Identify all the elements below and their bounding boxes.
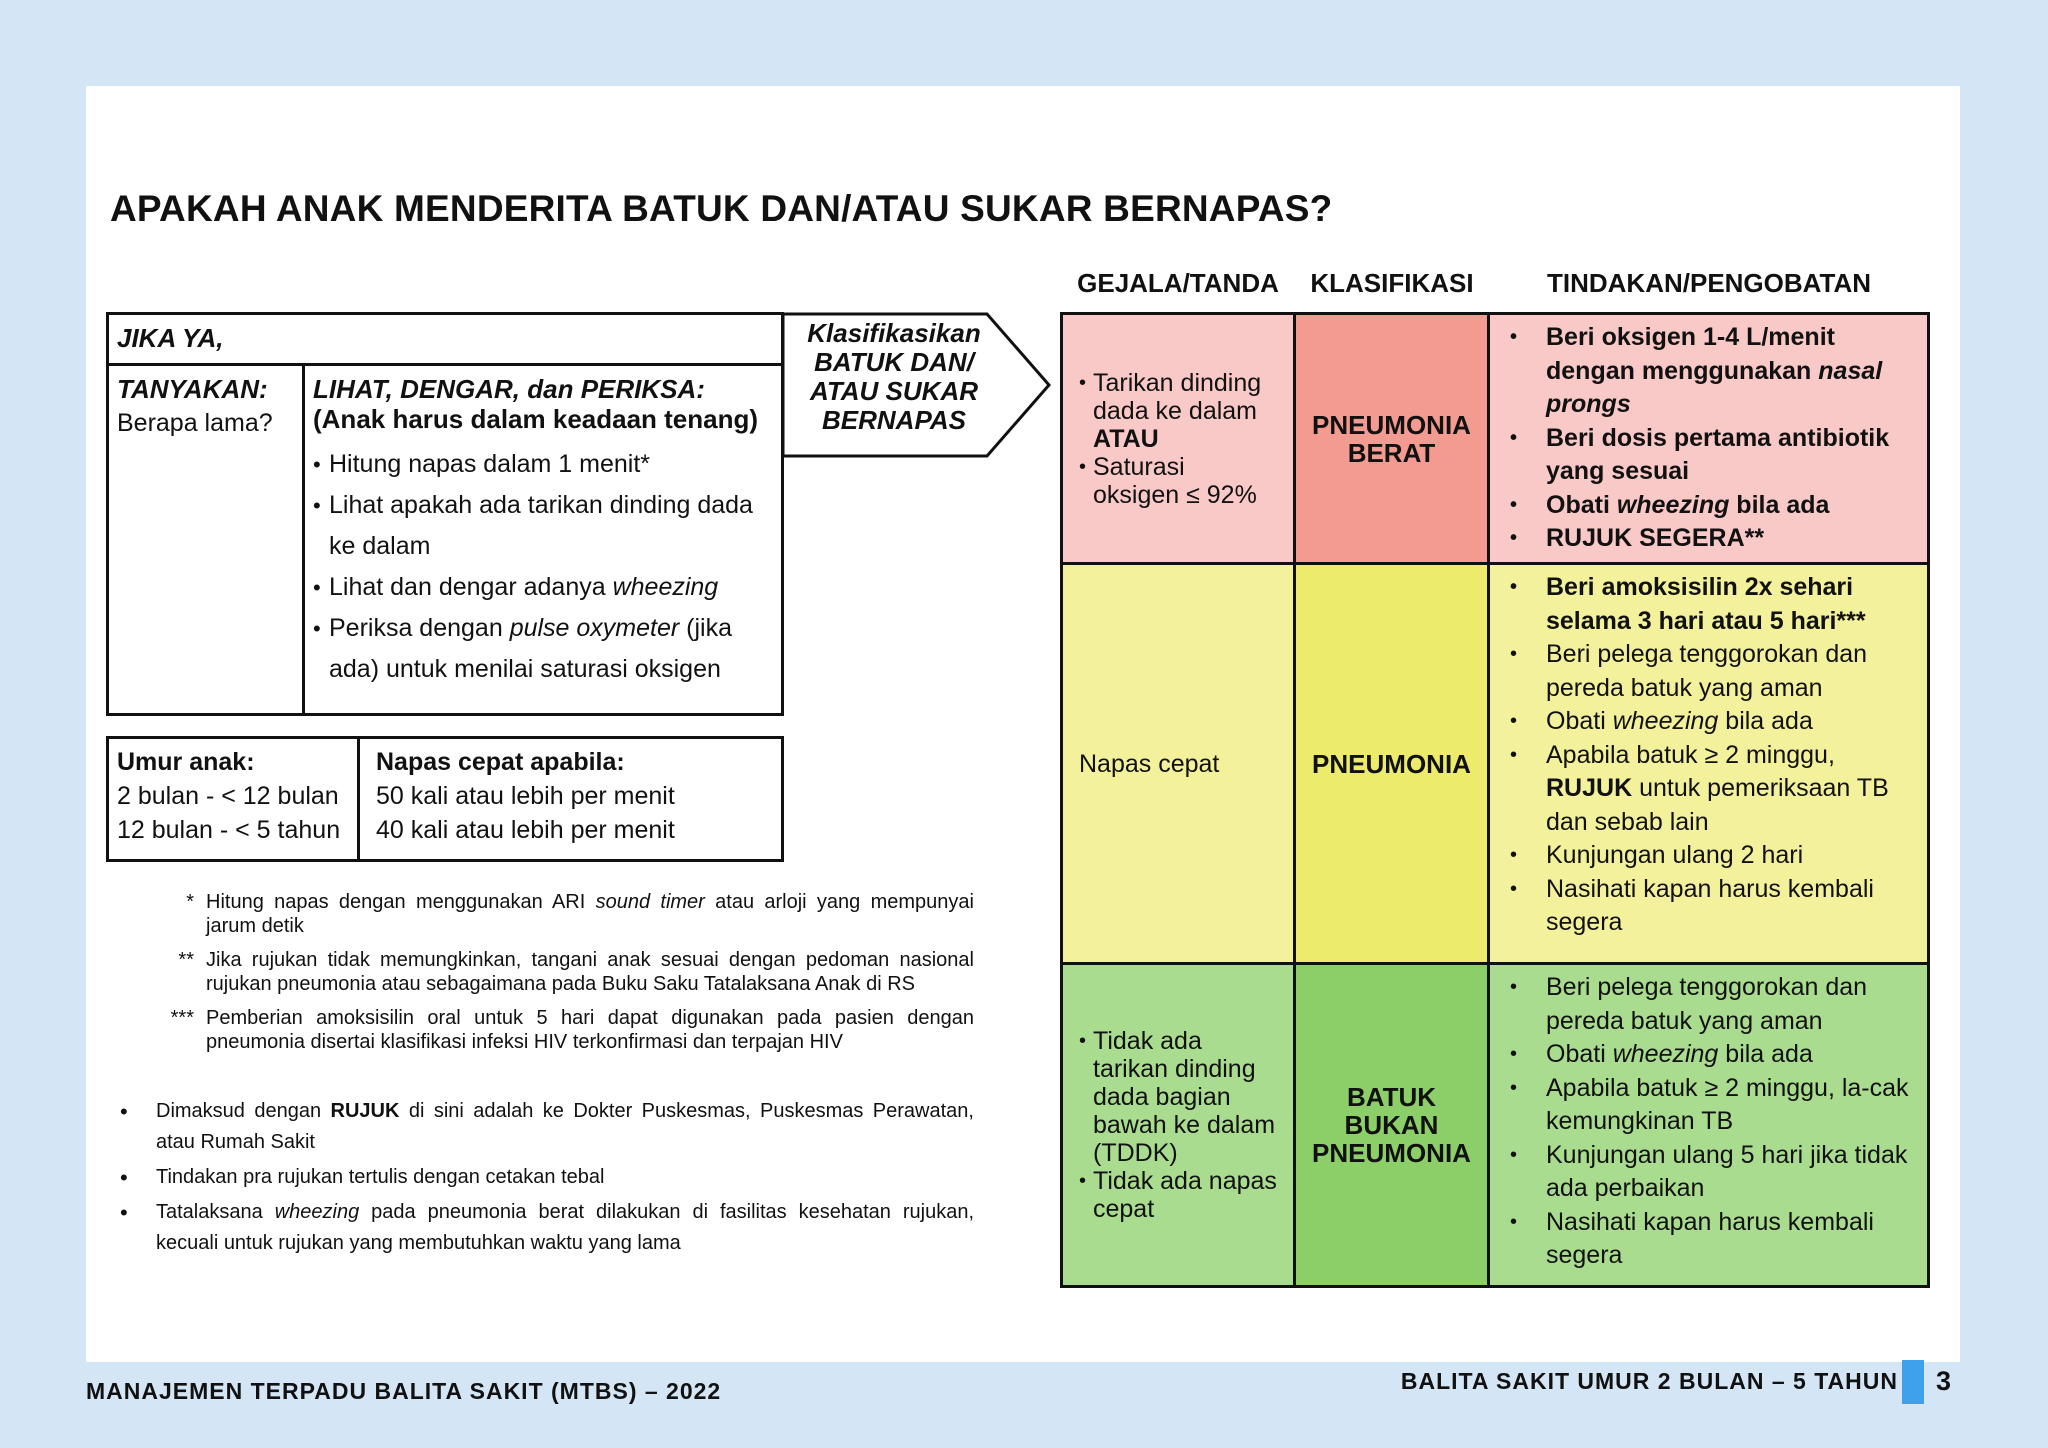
lihat-list (313, 444, 773, 690)
lihat-column (305, 366, 781, 713)
assessment-box (106, 312, 784, 716)
tindakan-cell (1490, 965, 1927, 1285)
umur-column (109, 739, 360, 859)
tindakan-cell (1490, 315, 1927, 562)
bullet-note-3: • Tatalaksana wheezing pada pneumonia berat dilakukan di fasilitas kesehatan rujukan, kecuali untuk rujukan yang membutuhkan waktu yang lama (120, 1197, 974, 1259)
list-item: • Periksa dengan pulse oxymeter (jika ada) untuk menilai saturasi oksigen (313, 608, 773, 690)
umur-header: Umur anak: (117, 748, 255, 776)
list-item: • Beri pelega tenggorokan dan pereda batuk yang aman (1506, 971, 1911, 1038)
footnote-3: *** Pemberian amoksisilin oral untuk 5 hari dapat digunakan pada pasien dengan pneumonia disertai klasifikasi infeksi HIV terkonfirmasi dan terpajan HIV (170, 1007, 974, 1053)
napas-column (360, 739, 781, 859)
tanyakan-column (109, 366, 305, 713)
classify-arrow-text: Klasifikasikan BATUK DAN/ ATAU SUKAR BERNAPAS (807, 318, 981, 435)
column-header-klasifikasi: KLASIFIKASI (1310, 268, 1474, 298)
gejala-cell: Napas cepat (1063, 565, 1296, 962)
lihat-subheader: (Anak harus dalam keadaan tenang) (313, 404, 759, 434)
list-item: • Obati wheezing bila ada (1506, 489, 1911, 523)
list-item: • Obati wheezing bila ada (1506, 1038, 1911, 1072)
gejala-cell: • Tidak ada tarikan dinding dada bagian bawah ke dalam (TDDK) • Tidak ada napas cepat (1063, 965, 1296, 1285)
page-title: APAKAH ANAK MENDERITA BATUK DAN/ATAU SUKAR BERNAPAS? (110, 188, 1333, 229)
gejala-cell: • Tarikan dinding dada ke dalam ATAU • Saturasi oksigen ≤ 92% (1063, 315, 1296, 562)
column-header-tindakan: TINDAKAN/PENGOBATAN (1546, 268, 1872, 298)
list-item: • Hitung napas dalam 1 menit* (313, 444, 773, 485)
napas-header: Napas cepat apabila: (376, 748, 625, 776)
list-item: • Beri pelega tenggorokan dan pereda batuk yang aman (1506, 638, 1911, 705)
klasifikasi-cell: PNEUMONIA BERAT (1296, 315, 1490, 562)
klasifikasi-cell: BATUK BUKAN PNEUMONIA (1296, 965, 1490, 1285)
list-item: • Beri oksigen 1-4 L/menit dengan menggunakan nasal prongs (1506, 321, 1911, 422)
list-item: • Kunjungan ulang 2 hari (1506, 839, 1911, 873)
respiratory-rate-table (106, 736, 784, 862)
footnote-2: ** Jika rujukan tidak memungkinkan, tangani anak sesuai dengan pedoman nasional rujukan pneumonia atau sebagaimana pada Buku Saku Tatalaksana Anak di RS (178, 949, 974, 995)
napas-row-1: 50 kali atau lebih per menit (376, 782, 675, 810)
list-item: • Nasihati kapan harus kembali segera (1506, 1206, 1911, 1273)
umur-row-2: 12 bulan - < 5 tahun (117, 816, 341, 844)
row-batuk-bukan-pneumonia (1063, 965, 1927, 1285)
tindakan-cell (1490, 565, 1927, 962)
list-item: • Apabila batuk ≥ 2 minggu, RUJUK untuk pemeriksaan TB dan sebab lain (1506, 739, 1911, 840)
napas-row-2: 40 kali atau lebih per menit (376, 816, 675, 844)
bullet-note-2: • Tindakan pra rujukan tertulis dengan cetakan tebal (120, 1162, 974, 1193)
umur-row-1: 2 bulan - < 12 bulan (117, 782, 339, 810)
bullet-note-1: • Dimaksud dengan RUJUK di sini adalah ke Dokter Puskesmas, Puskesmas Perawatan, atau Rumah Sakit (120, 1096, 974, 1158)
jika-ya-label: JIKA YA, (109, 315, 781, 366)
footer-left-text: MANAJEMEN TERPADU BALITA SAKIT (MTBS) – 2022 (86, 1378, 722, 1404)
list-item: • Kunjungan ulang 5 hari jika tidak ada perbaikan (1506, 1139, 1911, 1206)
list-item: • Apabila batuk ≥ 2 minggu, la-cak kemungkinan TB (1506, 1072, 1911, 1139)
list-item: • Obati wheezing bila ada (1506, 705, 1911, 739)
row-pneumonia-berat (1063, 315, 1927, 565)
list-item: • Beri amoksisilin 2x sehari selama 3 hari atau 5 hari*** (1506, 571, 1911, 638)
tanyakan-header: TANYAKAN: (117, 374, 268, 404)
list-item: • Lihat dan dengar adanya wheezing (313, 567, 773, 608)
klasifikasi-cell: PNEUMONIA (1296, 565, 1490, 962)
tanyakan-question: Berapa lama? (117, 409, 273, 437)
list-item: • Lihat apakah ada tarikan dinding dada ke dalam (313, 485, 773, 567)
column-header-gejala: GEJALA/TANDA (1077, 268, 1279, 298)
classification-table (1060, 312, 1930, 1288)
document-page (86, 86, 1960, 1362)
bullet-notes (120, 1096, 974, 1263)
list-item: • RUJUK SEGERA** (1506, 522, 1911, 556)
footnote-1: * Hitung napas dengan menggunakan ARI sound timer atau arloji yang mempunyai jarum detik (186, 891, 974, 937)
list-item: • Nasihati kapan harus kembali segera (1506, 873, 1911, 940)
list-item: • Beri dosis pertama antibiotik yang sesuai (1506, 422, 1911, 489)
page-number: 3 (1936, 1366, 1952, 1396)
footer-accent-bar (1902, 1360, 1924, 1404)
lihat-header: LIHAT, DENGAR, dan PERIKSA: (313, 374, 705, 404)
row-pneumonia (1063, 565, 1927, 965)
footer-right-text: BALITA SAKIT UMUR 2 BULAN – 5 TAHUN (1400, 1368, 1898, 1394)
footnotes (126, 890, 974, 1064)
